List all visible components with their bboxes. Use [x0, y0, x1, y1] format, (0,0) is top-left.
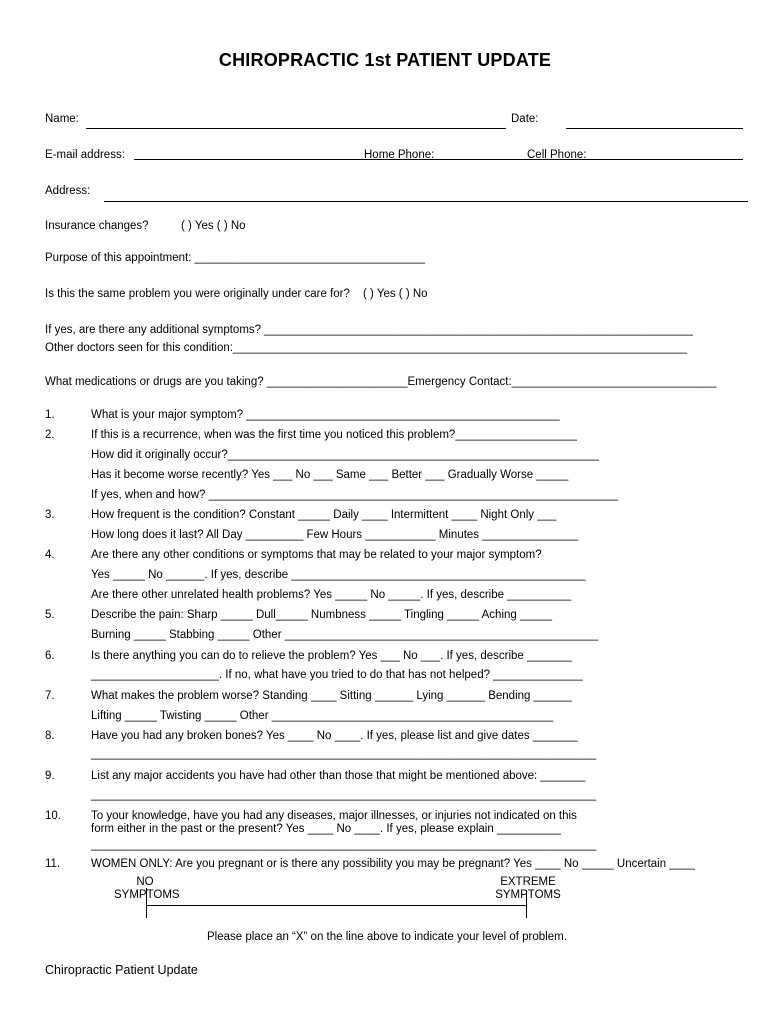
question-number: 10. — [45, 810, 61, 822]
name-field[interactable] — [86, 128, 506, 129]
question-number: 6. — [45, 650, 55, 662]
question-line[interactable]: WOMEN ONLY: Are you pregnant or is there any possibility you may be pregnant? Yes ____ No _____ Uncertain ____ — [91, 858, 695, 870]
date-field[interactable] — [566, 128, 743, 129]
medications-field[interactable]: What medications or drugs are you taking? ______________________Emergency Contact:________________________________ — [45, 376, 717, 388]
question-number: 4. — [45, 549, 55, 561]
question-line[interactable]: Are there other unrelated health problems? Yes _____ No _____. If yes, describe __________ — [91, 589, 572, 601]
question-line: Are there any other conditions or symptoms that may be related to your major symptom? — [91, 549, 542, 561]
address-label: Address: — [45, 185, 91, 197]
question-line[interactable]: Have you had any broken bones? Yes ____ No ____. If yes, please list and give dates _______ — [91, 730, 578, 742]
cell-phone-label: Cell Phone: — [527, 149, 587, 161]
question-line[interactable]: List any major accidents you have had other than those that might be mentioned above: _______ — [91, 770, 586, 782]
question-line[interactable]: Yes _____ No ______. If yes, describe ______________________________________________ — [91, 569, 586, 581]
question-line[interactable]: How long does it last? All Day _________ Few Hours ___________ Minutes _______________ — [91, 529, 579, 541]
page-title: CHIROPRACTIC 1st PATIENT UPDATE — [218, 50, 552, 70]
question-number: 8. — [45, 730, 55, 742]
question-number: 5. — [45, 609, 55, 621]
scale-right-line1: EXTREME — [500, 876, 556, 888]
question-line[interactable]: _______________________________________________________________________________ — [91, 789, 597, 801]
question-line[interactable]: How did it originally occur?__________________________________________________________ — [91, 449, 599, 461]
insurance-label: Insurance changes? — [45, 220, 149, 232]
other-doctors-field[interactable]: Other doctors seen for this condition:_______________________________________________________________________ — [45, 342, 688, 354]
address-field[interactable] — [104, 201, 748, 202]
insurance-options[interactable]: ( ) Yes ( ) No — [181, 220, 246, 232]
question-line[interactable]: _______________________________________________________________________________ — [91, 839, 597, 851]
footer-text: Chiropractic Patient Update — [45, 963, 198, 977]
question-line[interactable]: Has it become worse recently? Yes ___ No ___ Same ___ Better ___ Gradually Worse _____ — [91, 469, 569, 481]
question-number: 7. — [45, 690, 55, 702]
symptom-scale-line[interactable] — [146, 905, 527, 906]
scale-instruction: Please place an “X” on the line above to indicate your level of problem. — [207, 931, 567, 943]
scale-right-label — [490, 876, 566, 902]
question-line[interactable]: Lifting _____ Twisting _____ Other ____________________________________________ — [91, 710, 554, 722]
question-number: 11. — [45, 858, 61, 870]
question-line[interactable]: _______________________________________________________________________________ — [91, 748, 597, 760]
question-line[interactable]: Describe the pain: Sharp _____ Dull_____ Numbness _____ Tingling _____ Aching _____ — [91, 609, 552, 621]
question-line: To your knowledge, have you had any diseases, major illnesses, or injuries not indicated on this — [91, 810, 577, 822]
date-label: Date: — [511, 113, 539, 125]
question-number: 1. — [45, 409, 55, 421]
purpose-field[interactable]: Purpose of this appointment: ____________________________________ — [45, 252, 425, 264]
question-line[interactable]: form either in the past or the present? Yes ____ No ____. If yes, please explain __________ — [91, 823, 561, 835]
same-problem-label: Is this the same problem you were originally under care for? — [45, 288, 350, 300]
question-line[interactable]: What makes the problem worse? Standing ____ Sitting ______ Lying ______ Bending ______ — [91, 690, 572, 702]
scale-left-line1: NO — [136, 876, 154, 888]
question-line[interactable]: What is your major symptom? _________________________________________________ — [91, 409, 560, 421]
email-label: E-mail address: — [45, 149, 125, 161]
scale-left-tick — [146, 888, 147, 918]
home-phone-label: Home Phone: — [364, 149, 435, 161]
question-number: 2. — [45, 429, 55, 441]
question-line[interactable]: How frequent is the condition? Constant _____ Daily ____ Intermittent ____ Night Only ___ — [91, 509, 557, 521]
question-line[interactable]: If yes, when and how? ________________________________________________________________ — [91, 489, 618, 501]
question-number: 3. — [45, 509, 55, 521]
scale-left-line2: SYMPTOMS — [114, 889, 180, 901]
same-problem-options[interactable]: ( ) Yes ( ) No — [363, 288, 428, 300]
email-phone-field[interactable] — [134, 159, 743, 160]
question-line[interactable]: If this is a recurrence, when was the first time you noticed this problem?___________________ — [91, 429, 577, 441]
question-line[interactable]: Burning _____ Stabbing _____ Other _________________________________________________ — [91, 629, 599, 641]
question-number: 9. — [45, 770, 55, 782]
scale-right-tick — [526, 890, 527, 918]
question-line[interactable]: Is there anything you can do to relieve the problem? Yes ___ No ___. If yes, describe _______ — [91, 650, 572, 662]
question-line[interactable]: ____________________. If no, what have you tried to do that has not helped? ______________ — [91, 669, 583, 681]
additional-symptoms-field[interactable]: If yes, are there any additional symptoms? ___________________________________________________________________ — [45, 324, 693, 336]
scale-left-label — [114, 876, 180, 902]
scale-right-line2: SYMPTOMS — [495, 889, 561, 901]
name-label: Name: — [45, 113, 79, 125]
